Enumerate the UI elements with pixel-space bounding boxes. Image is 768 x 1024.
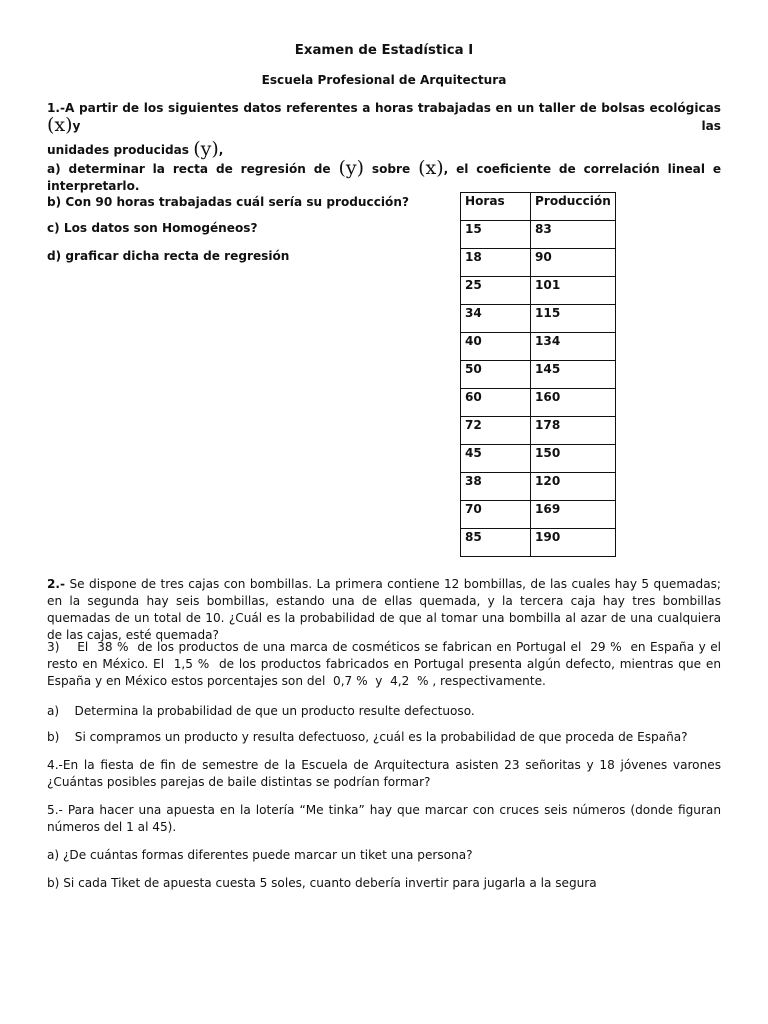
question-3a: a) Determina la probabilidad de que un producto resulte defectuoso. — [47, 704, 475, 718]
table-cell: 169 — [531, 501, 616, 529]
table-row — [461, 529, 616, 557]
table-row — [461, 305, 616, 333]
table-cell: 50 — [461, 361, 531, 389]
table-cell: 70 — [461, 501, 531, 529]
question-1-text-a: 1.-A partir de los siguientes datos referentes a horas trabajadas en un taller de bolsas ecológicas — [47, 101, 721, 115]
exam-title: Examen de Estadística I — [294, 43, 474, 58]
table-cell: 83 — [531, 221, 616, 249]
table-cell: 120 — [531, 473, 616, 501]
table-cell: 190 — [531, 529, 616, 557]
table-row — [461, 445, 616, 473]
table-row — [461, 389, 616, 417]
school-subtitle: Escuela Profesional de Arquitectura — [261, 73, 507, 87]
table-row — [461, 277, 616, 305]
table-cell: 40 — [461, 333, 531, 361]
question-1a-sobre: sobre — [371, 162, 411, 176]
question-5a: a) ¿De cuántas formas diferentes puede marcar un tiket una persona? — [47, 848, 473, 862]
table-row — [461, 333, 616, 361]
table-cell: 72 — [461, 417, 531, 445]
table-row — [461, 501, 616, 529]
question-1a-suffix: , el coeficiente de correlación lineal e interpretarlo. — [47, 162, 722, 193]
question-1-intro — [47, 100, 721, 159]
variable-x-2: (x) — [418, 157, 444, 179]
question-2 — [47, 576, 721, 644]
question-1c: c) Los datos son Homogéneos? — [47, 221, 258, 235]
question-1a-prefix: a) determinar la recta de regresión de — [47, 162, 331, 176]
question-2-text: Se dispone de tres cajas con bombillas. La primera contiene 12 bombillas, de las cuales hay 5 quemadas; en la segunda hay seis bombillas, estando una de ellas quemada, y la tercera caja hay tres bombillas quemadas de un total de 10. ¿Cuál es la probabilidad de que al tomar una bombilla al azar de una cualquiera de las cajas, esté quemada? — [47, 577, 721, 642]
question-1-text-b: y las — [72, 119, 721, 133]
table-cell: 145 — [531, 361, 616, 389]
table-cell: 85 — [461, 529, 531, 557]
variable-y: (y) — [193, 138, 219, 160]
question-5b: b) Si cada Tiket de apuesta cuesta 5 soles, cuanto debería invertir para jugarla a la segura — [47, 876, 597, 890]
table-cell: 101 — [531, 277, 616, 305]
table-cell: 150 — [531, 445, 616, 473]
table-cell: 160 — [531, 389, 616, 417]
table-cell: 38 — [461, 473, 531, 501]
question-1-line-1 — [47, 100, 721, 135]
table-row — [461, 361, 616, 389]
question-4: 4.-En la fiesta de fin de semestre de la Escuela de Arquitectura asisten 23 señoritas y 18 jóvenes varones ¿Cuántas posibles parejas de baile distintas se podrían formar? — [47, 758, 721, 789]
question-1b: b) Con 90 horas trabajadas cuál sería su producción? — [47, 195, 409, 209]
table-cell: 90 — [531, 249, 616, 277]
question-1-text-c: unidades producidas — [47, 143, 189, 157]
comma: , — [218, 143, 224, 157]
table-cell: 34 — [461, 305, 531, 333]
question-3b: b) Si compramos un producto y resulta defectuoso, ¿cuál es la probabilidad de que proceda de España? — [47, 730, 688, 744]
table-header-horas: Horas — [461, 193, 531, 221]
question-2-label: 2.- — [47, 577, 66, 591]
table-row — [461, 417, 616, 445]
table-row — [461, 473, 616, 501]
table-cell: 15 — [461, 221, 531, 249]
table-header-produccion: Producción — [531, 193, 616, 221]
variable-y-2: (y) — [338, 157, 365, 179]
question-1-line-2 — [47, 138, 721, 160]
question-1d: d) graficar dicha recta de regresión — [47, 249, 290, 263]
exam-page — [47, 0, 725, 1024]
question-5: 5.- Para hacer una apuesta en la lotería “Me tinka” hay que marcar con cruces seis números (donde figuran números del 1 al 45). — [47, 803, 721, 834]
question-3: 3) El 38 % de los productos de una marca de cosméticos se fabrican en Portugal el 29 % en España y el resto en México. El 1,5 % de los productos fabricados en Portugal presenta algún defecto, mientras que en España y en México estos porcentajes son del 0,7 % y 4,2 % , respectivamente. — [47, 640, 725, 688]
table-cell: 18 — [461, 249, 531, 277]
table-row — [461, 221, 616, 249]
table-cell: 178 — [531, 417, 616, 445]
table-cell: 25 — [461, 277, 531, 305]
variable-x: (x) — [47, 114, 73, 136]
question-1a — [47, 157, 722, 195]
table-row — [461, 249, 616, 277]
table-cell: 134 — [531, 333, 616, 361]
hours-production-table — [460, 192, 616, 557]
table-cell: 115 — [531, 305, 616, 333]
table-cell: 45 — [461, 445, 531, 473]
table-cell: 60 — [461, 389, 531, 417]
table-header-row — [461, 193, 616, 221]
